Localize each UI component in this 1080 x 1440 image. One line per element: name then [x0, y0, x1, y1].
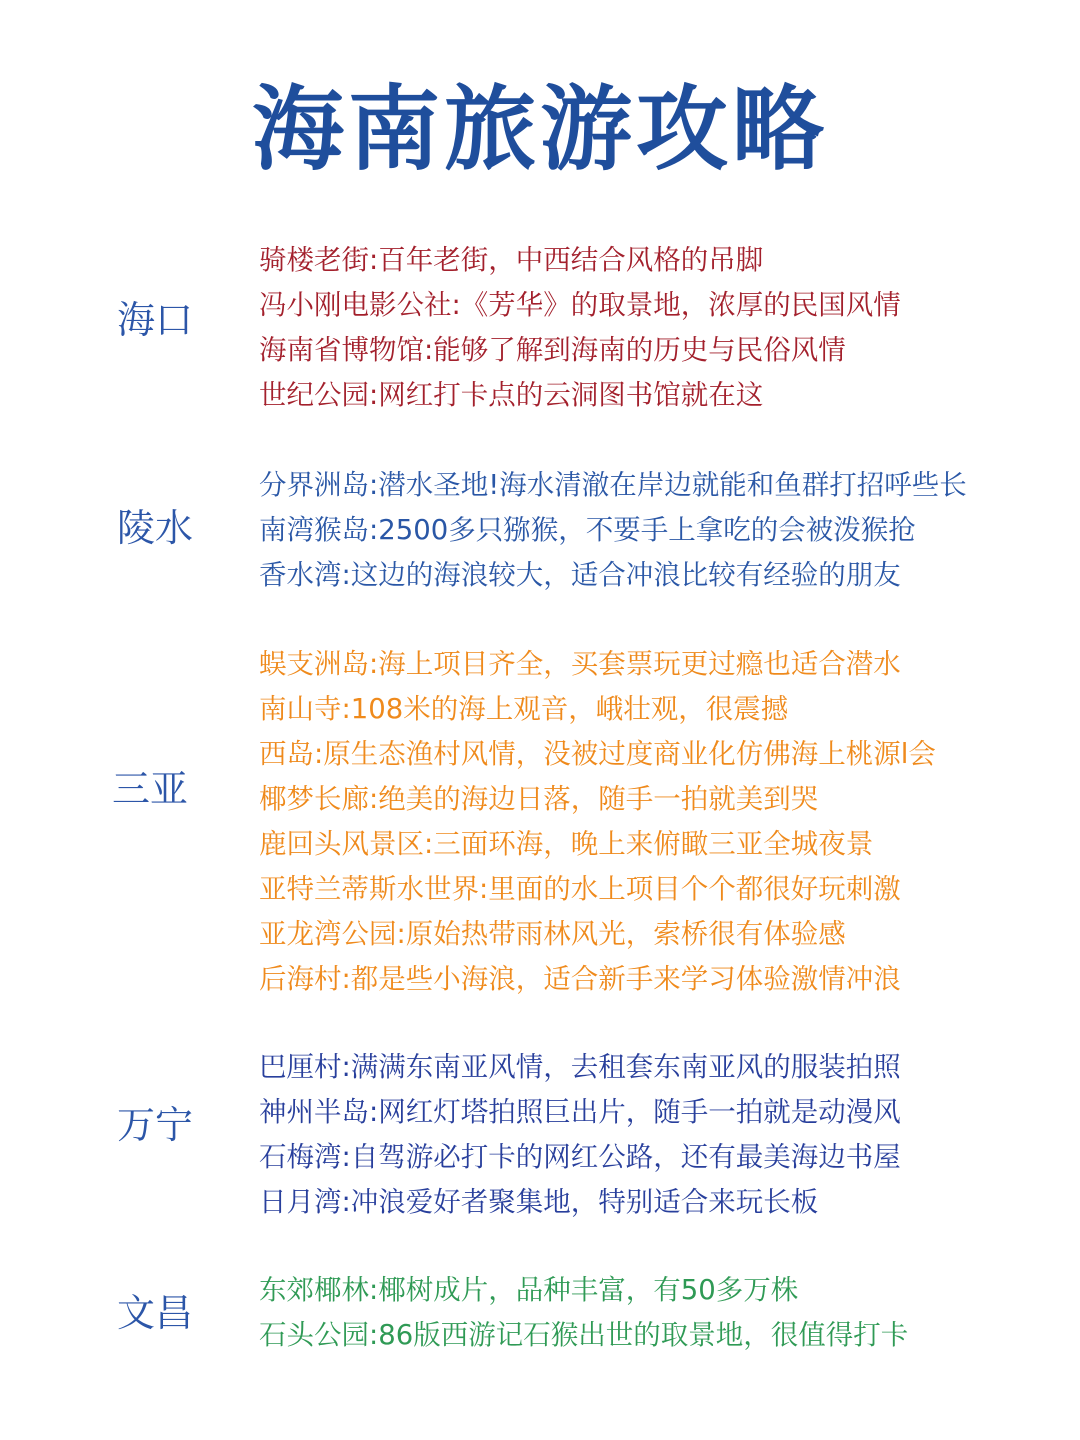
- attraction-list-lingshui: [259, 463, 1074, 598]
- attraction-item: 冯小刚电影公社:《芳华》的取景地，浓厚的民国风情: [259, 289, 901, 321]
- attraction-item: 石头公园:86版西游记石猴出世的取景地，很值得打卡: [259, 1319, 909, 1351]
- attraction-item: 东郊椰林:椰树成片，品种丰富，有50多万株: [259, 1274, 799, 1306]
- attraction-list-sanya: [259, 642, 1074, 1002]
- attraction-item: 亚特兰蒂斯水世界:里面的水上项目个个都很好玩刺激: [259, 873, 901, 905]
- attraction-item: 椰梦长廊:绝美的海边日落，随手一拍就美到哭: [259, 783, 819, 815]
- attraction-item: 神州半岛:网红灯塔拍照巨出片，随手一拍就是动漫风: [259, 1096, 901, 1128]
- attraction-item: 后海村:都是些小海浪，适合新手来学习体验激情冲浪: [259, 963, 901, 995]
- city-label-wenchang: 文昌: [116, 1291, 193, 1335]
- attraction-item: 巴厘村:满满东南亚风情，去租套东南亚风的服装拍照: [259, 1051, 901, 1083]
- attraction-list-wenchang: [259, 1268, 1074, 1358]
- attraction-item: 世纪公园:网红打卡点的云洞图书馆就在这: [259, 379, 764, 411]
- city-label-lingshui: 陵水: [116, 506, 193, 550]
- attraction-item: 蜈支洲岛:海上项目齐全，买套票玩更过瘾也适合潜水: [259, 648, 901, 680]
- city-label-wanning: 万宁: [116, 1103, 193, 1147]
- city-label-sanya: 三亚: [111, 767, 188, 811]
- attraction-item: 分界洲岛:潜水圣地!海水清澈在岸边就能和鱼群打招呼些长: [259, 469, 967, 501]
- attraction-list-wanning: [259, 1045, 1074, 1225]
- attraction-item: 海南省博物馆:能够了解到海南的历史与民俗风情: [259, 334, 846, 366]
- attraction-item: 西岛:原生态渔村风情，没被过度商业化仿佛海上桃源l会: [259, 738, 936, 770]
- page-title: 海南旅游攻略: [251, 76, 828, 183]
- attraction-item: 南湾猴岛:2500多只猕猴，不要手上拿吃的会被泼猴抢: [259, 514, 916, 546]
- city-label-haikou: 海口: [116, 298, 193, 342]
- attraction-item: 骑楼老街:百年老街，中西结合风格的吊脚: [259, 244, 764, 276]
- attraction-item: 鹿回头风景区:三面环海，晚上来俯瞰三亚全城夜景: [259, 828, 874, 860]
- attraction-item: 日月湾:冲浪爱好者聚集地，特别适合来玩长板: [259, 1186, 819, 1218]
- attraction-list-haikou: [259, 238, 1074, 418]
- attraction-item: 亚龙湾公园:原始热带雨林风光，索桥很有体验感: [259, 918, 846, 950]
- attraction-item: 石梅湾:自驾游必打卡的网红公路，还有最美海边书屋: [259, 1141, 901, 1173]
- attraction-item: 香水湾:这边的海浪较大，适合冲浪比较有经验的朋友: [259, 559, 901, 591]
- attraction-item: 南山寺:108米的海上观音，峨壮观，很震撼: [259, 693, 789, 725]
